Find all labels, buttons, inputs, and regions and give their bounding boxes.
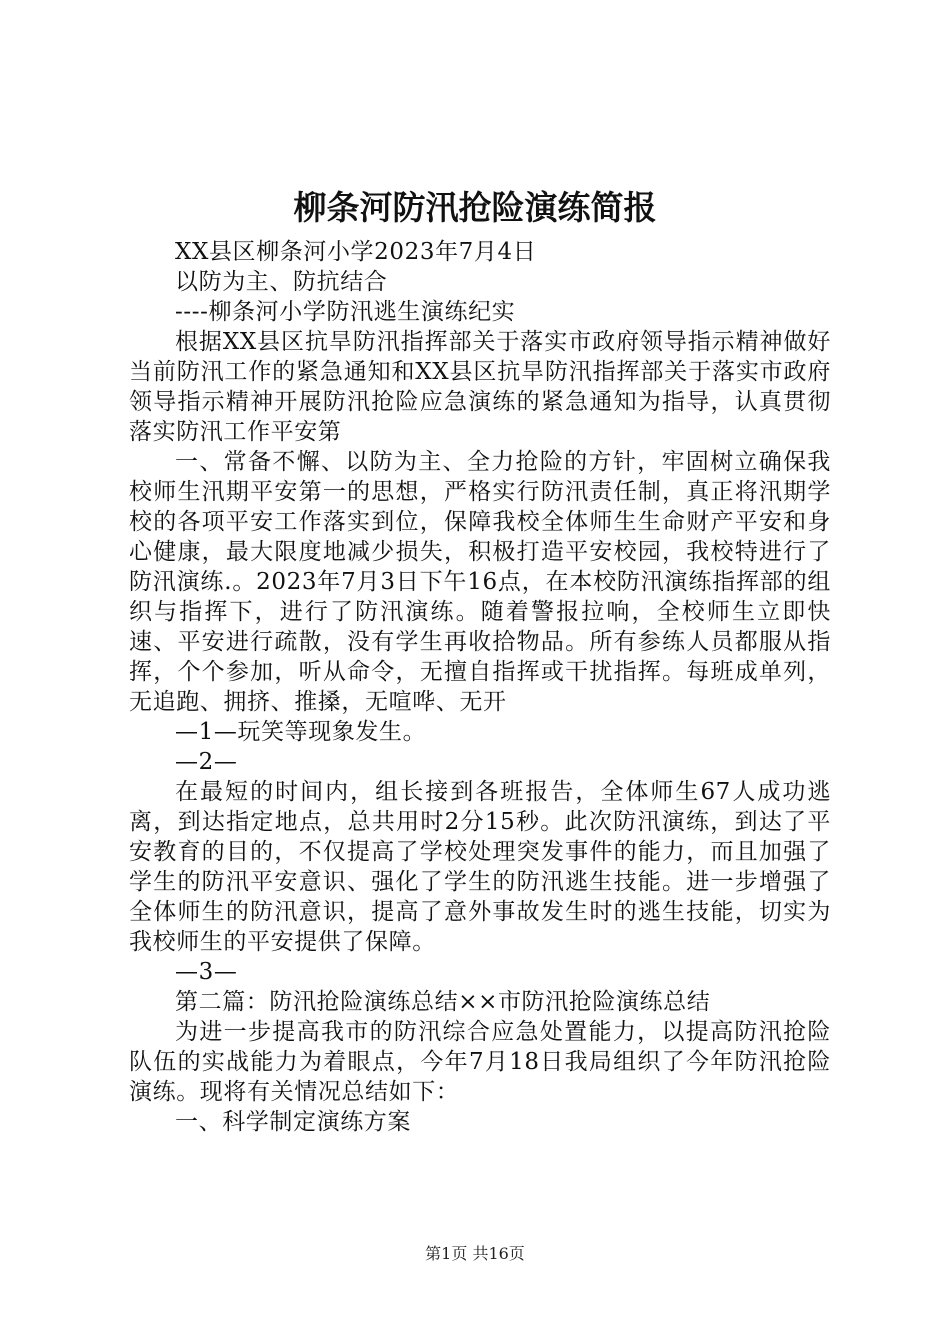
subtitle-line: ----柳条河小学防汛逃生演练纪实 (175, 299, 516, 325)
document-body (129, 237, 831, 1137)
section-heading-one: 一、科学制定演练方案 (175, 1109, 411, 1135)
paragraph-summary-intro: 为进一步提高我市的防汛综合应急处置能力，以提高防汛抢险队伍的实战能力为着眼点，今年7月18日我局组织了今年防汛抢险演练。现将有关情况总结如下： (129, 1019, 831, 1105)
paragraph-result: 在最短的时间内，组长接到各班报告，全体师生67人成功逃离，到达指定地点，总共用时2分15秒。此次防汛演练，到达了平安教育的目的，不仅提高了学校处理突发事件的能力，而且加强了学生的防汛平安意识、强化了学生的防汛逃生技能。进一步增强了全体师生的防汛意识，提高了意外事故发生时的逃生技能，切实为我校师生的平安提供了保障。 (129, 779, 831, 955)
school-date-line: XX县区柳条河小学2023年7月4日 (175, 239, 537, 265)
page-marker-2: —2— (175, 749, 238, 775)
document-title: 柳条河防汛抢险演练简报 (293, 188, 657, 227)
paragraph-page-marker-1: —1—玩笑等现象发生。 (175, 719, 427, 745)
page-marker-3: —3— (175, 959, 238, 985)
paragraph-basis: 根据XX县区抗旱防汛指挥部关于落实市政府领导指示精神做好当前防汛工作的紧急通知和XX县区抗旱防汛指挥部关于落实市政府领导指示精神开展防汛抢险应急演练的紧急通知为指导，认真贯彻落实防汛工作平安第 (129, 329, 831, 445)
paragraph-section-one: 一、常备不懈、以防为主、全力抢险的方针，牢固树立确保我校师生汛期平安第一的思想，严格实行防汛责任制，真正将汛期学校的各项平安工作落实到位，保障我校全体师生生命财产平安和身心健康，最大限度地减少损失，积极打造平安校园，我校特进行了防汛演练.。2023年7月3日下午16点，在本校防汛演练指挥部的组织与指挥下，进行了防汛演练。随着警报拉响，全校师生立即快速、平安进行疏散，没有学生再收拾物品。所有参练人员都服从指挥，个个参加，听从命令，无擅自指挥或干扰指挥。每班成单列，无追跑、拥挤、推搡，无喧哗、无开 (129, 449, 831, 715)
chapter-two-heading: 第二篇：防汛抢险演练总结××市防汛抢险演练总结 (175, 989, 711, 1015)
motto-line: 以防为主、防抗结合 (175, 269, 388, 295)
page-footer: 第1页 共16页 (425, 1244, 525, 1263)
